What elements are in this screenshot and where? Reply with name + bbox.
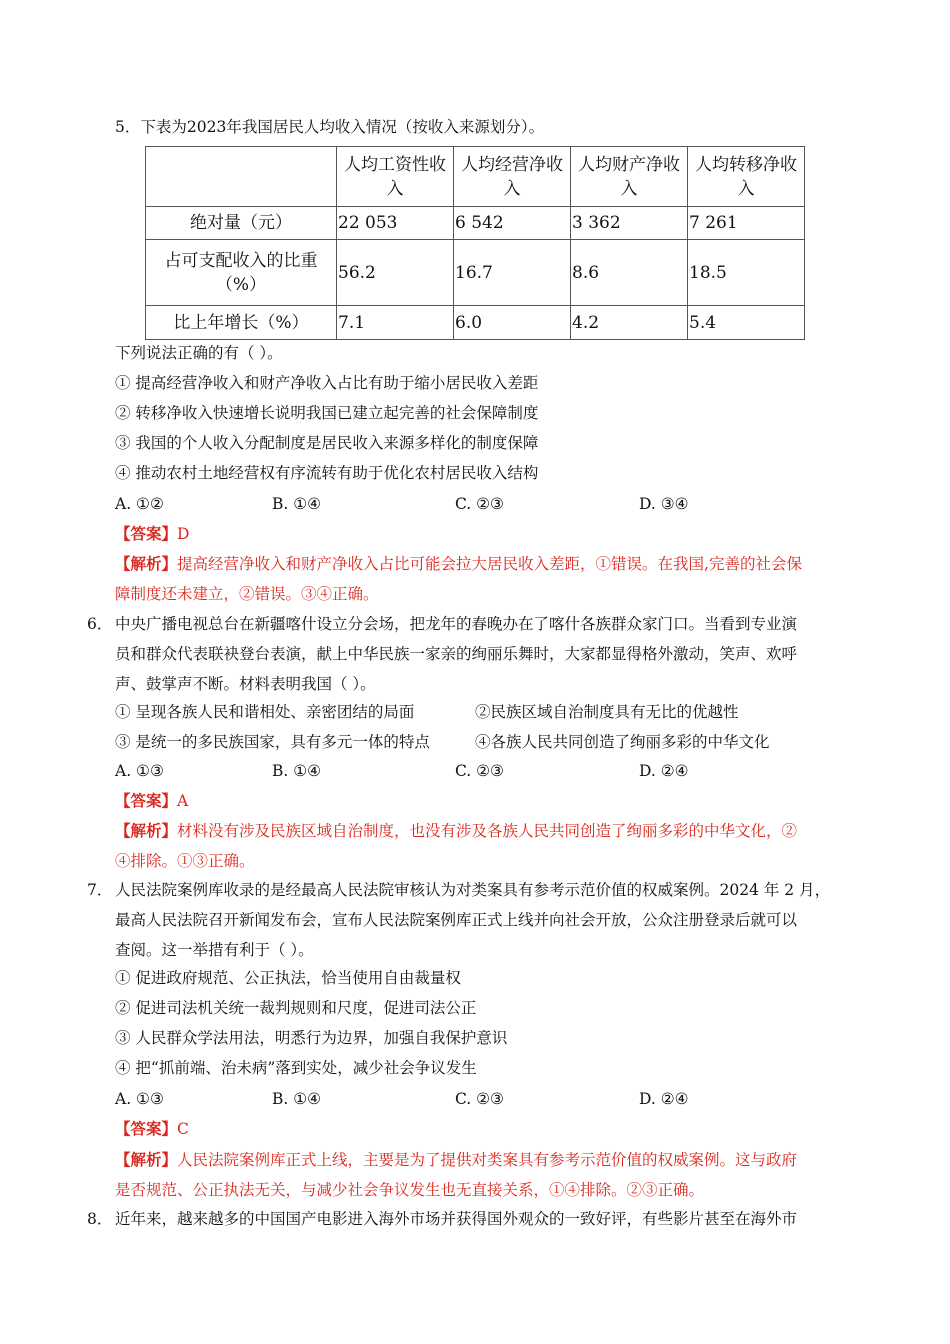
table-corner-cell: [146, 147, 337, 207]
q5-analysis-line-2: 障制度还未建立，②错误。③④正确。: [115, 585, 379, 603]
q7-stem-line-2: 最高人民法院召开新闻发布会，宣布人民法院案例库正式上线并向社会开放，公众注册登录后就可以: [115, 911, 798, 929]
answer-value: D: [177, 525, 190, 543]
q7-option-c[interactable]: C. ②③: [455, 1090, 504, 1108]
q5-stem: [115, 117, 544, 137]
q5-item-3: ③ 我国的个人收入分配制度是居民收入来源多样化的制度保障: [115, 434, 539, 452]
table-header-transfer: 人均转移净收 入: [688, 147, 805, 207]
q6-item-4: ④各族人民共同创造了绚丽多彩的中华文化: [475, 733, 770, 751]
analysis-label: 【解析】: [115, 1150, 178, 1169]
q7-option-b[interactable]: B. ①④: [272, 1090, 322, 1108]
answer-value: A: [177, 792, 189, 810]
q6-option-d[interactable]: D. ②④: [639, 762, 689, 780]
q6-item-1: ① 呈现各族人民和谐相处、亲密团结的局面: [115, 703, 415, 721]
analysis-label: 【解析】: [115, 821, 178, 840]
table-header-wage: 人均工资性收 入: [337, 147, 454, 207]
q7-number: 7．: [87, 881, 113, 899]
table-row: [146, 207, 805, 240]
q5-question: 下列说法正确的有（ ）。: [115, 344, 283, 362]
q7-answer: [115, 1119, 189, 1139]
analysis-label: 【解析】: [115, 554, 178, 573]
q5-analysis-line-1: 【解析】提高经营净收入和财产净收入占比可能会拉大居民收入差距，①错误。在我国,完善的社会保: [115, 554, 802, 573]
q5-option-b[interactable]: B. ①④: [272, 495, 322, 513]
q5-number: 5．: [115, 118, 141, 136]
q8-number: 8．: [87, 1210, 113, 1228]
q7-item-1: ① 促进政府规范、公正执法，恰当使用自由裁量权: [115, 969, 461, 987]
table-cell: 22 053: [337, 207, 454, 240]
row-label-share: 占可支配收入的比重 （%）: [146, 240, 337, 306]
q5-option-c[interactable]: C. ②③: [455, 495, 504, 513]
q6-option-c[interactable]: C. ②③: [455, 762, 504, 780]
table-cell: 7 261: [688, 207, 805, 240]
answer-label: 【答案】: [115, 524, 178, 543]
q7-item-4: ④ 把“抓前端、治未病”落到实处，减少社会争议发生: [115, 1059, 477, 1077]
q7-analysis-line-1: 【解析】人民法院案例库正式上线，主要是为了提供对类案具有参考示范价值的权威案例。这与政府: [115, 1150, 798, 1169]
q5-option-d[interactable]: D. ③④: [639, 495, 689, 513]
table-cell: 56.2: [337, 240, 454, 306]
q5-item-1: ① 提高经营净收入和财产净收入占比有助于缩小居民收入差距: [115, 374, 539, 392]
table-cell: 16.7: [454, 240, 571, 306]
q7-analysis-line-2: 是否规范、公正执法无关，与减少社会争议发生也无直接关系，①④排除。②③正确。: [115, 1181, 705, 1199]
q6-analysis-line-1: 【解析】材料没有涉及民族区域自治制度，也没有涉及各族人民共同创造了绚丽多彩的中华文化，②: [115, 821, 798, 840]
table-cell: 4.2: [571, 306, 688, 340]
row-label-growth: 比上年增长（%）: [146, 306, 337, 340]
q5-item-2: ② 转移净收入快速增长说明我国已建立起完善的社会保障制度: [115, 404, 539, 422]
q7-item-3: ③ 人民群众学法用法，明悉行为边界，加强自我保护意识: [115, 1029, 508, 1047]
table-row: [146, 240, 805, 306]
q7-item-2: ② 促进司法机关统一裁判规则和尺度，促进司法公正: [115, 999, 477, 1017]
table-cell: 7.1: [337, 306, 454, 340]
q5-item-4: ④ 推动农村土地经营权有序流转有助于优化农村居民收入结构: [115, 464, 539, 482]
q6-option-a[interactable]: A. ①③: [115, 762, 164, 780]
q7-stem-line-3: 查阅。这一举措有利于（ ）。: [115, 941, 314, 959]
q6-analysis-line-2: ④排除。①③正确。: [115, 852, 255, 870]
q7-stem-line-1: 人民法院案例库收录的是经最高人民法院审核认为对类案具有参考示范价值的权威案例。2024 年 2 月，: [115, 881, 831, 899]
q5-stem-text: 下表为2023年我国居民人均收入情况（按收入来源划分）。: [140, 118, 545, 136]
q6-stem-line-1: 中央广播电视总台在新疆喀什设立分会场，把龙年的春晚办在了喀什各族群众家门口。当看到专业演: [115, 615, 798, 633]
answer-value: C: [177, 1120, 189, 1138]
answer-label: 【答案】: [115, 791, 178, 810]
answer-label: 【答案】: [115, 1119, 178, 1138]
q6-stem-line-2: 员和群众代表联袂登台表演，献上中华民族一家亲的绚丽乐舞时，大家都显得格外激动，笑声、欢呼: [115, 645, 798, 663]
table-header-business: 人均经营净收 入: [454, 147, 571, 207]
table-row: [146, 306, 805, 340]
q7-option-d[interactable]: D. ②④: [639, 1090, 689, 1108]
table-cell: 18.5: [688, 240, 805, 306]
q6-item-3: ③ 是统一的多民族国家，具有多元一体的特点: [115, 733, 430, 751]
q6-answer: [115, 791, 188, 811]
table-cell: 5.4: [688, 306, 805, 340]
q6-item-2: ②民族区域自治制度具有无比的优越性: [475, 703, 739, 721]
q8-stem-line-1: 近年来，越来越多的中国国产电影进入海外市场并获得国外观众的一致好评，有些影片甚至在海外市: [115, 1210, 798, 1228]
table-cell: 6.0: [454, 306, 571, 340]
q6-stem-line-3: 声、鼓掌声不断。材料表明我国（ ）。: [115, 675, 376, 693]
row-label-absolute: 绝对量（元）: [146, 207, 337, 240]
q5-answer: [115, 524, 189, 544]
q7-option-a[interactable]: A. ①③: [115, 1090, 164, 1108]
q5-option-a[interactable]: A. ①②: [115, 495, 164, 513]
table-header-property: 人均财产净收 入: [571, 147, 688, 207]
table-cell: 3 362: [571, 207, 688, 240]
q6-number: 6．: [87, 615, 113, 633]
q6-option-b[interactable]: B. ①④: [272, 762, 322, 780]
income-table: [145, 146, 805, 340]
table-cell: 6 542: [454, 207, 571, 240]
table-cell: 8.6: [571, 240, 688, 306]
